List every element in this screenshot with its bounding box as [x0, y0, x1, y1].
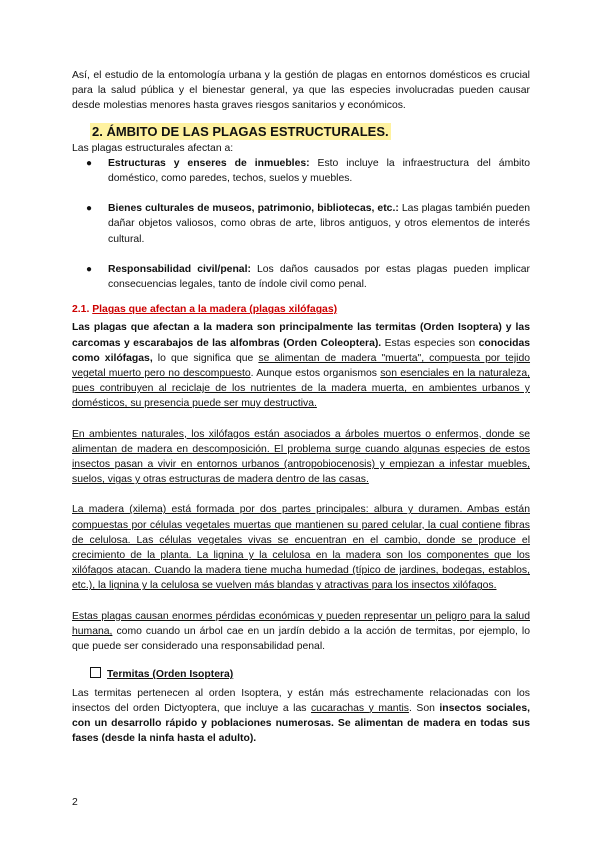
- page-number: 2: [72, 797, 78, 808]
- termitas-heading-text: Termitas (Orden Isoptera): [107, 669, 234, 681]
- section-2-heading-row: [72, 123, 530, 141]
- bullet-item: [72, 156, 530, 186]
- bullet-item: [72, 262, 530, 292]
- bold-span: insectos sociales, con un desarrollo rápido y poblaciones numerosas. Se alimentan de madera en todas sus fases (desde la ninfa hasta el adulto).: [72, 702, 530, 745]
- bold-span: Las plagas que afectan a la madera son principalmente las termitas (Orden Isoptera) y las carcomas y escarabajos de las alfombras (Orden Coleoptera).: [72, 322, 530, 349]
- bold-span: conocidas como xilófagas,: [72, 337, 531, 364]
- section-2-bullet-list: [72, 156, 530, 292]
- underlined-span: se alimentan de madera "muerta", compuesta por tejido vegetal muerto pero no descompuesto: [72, 352, 531, 380]
- xilofagas-paragraph-2: En ambientes naturales, los xilófagos están asociados a árboles muertos o enfermos, donde se alimentan de madera en descomposición. El problema surge cuando algunas especies de estos insectos pasan a vivir en entornos urbanos (antropobiocenosis) y empiezan a infestar muebles, suelos, vigas y otras estructuras de madera dentro de las casas.: [72, 428, 530, 486]
- section-2-1-number: 2.1.: [72, 304, 93, 316]
- bullet-icon: ●: [86, 203, 93, 215]
- underlined-span: son esenciales en la naturaleza, pues contribuyen al reciclaje de los nutrientes de la madera muerta, en ambientes urbanos y domésticos, su presencia puede ser muy destructiva.: [72, 368, 530, 410]
- section-2-heading: 2. ÁMBITO DE LAS PLAGAS ESTRUCTURALES.: [92, 123, 389, 139]
- bullet-bold-label: Estructuras y enseres de inmuebles:: [108, 157, 310, 169]
- xilofagas-paragraph-4: [72, 609, 530, 655]
- bullet-text: Las plagas también pueden dañar objetos valiosos, como obras de arte, libros antiguos, y otros elementos de interés cultural.: [108, 203, 530, 245]
- bullet-text: Los daños causados por estas plagas pueden implicar consecuencias legales, tanto de índole civil como penal.: [108, 263, 530, 291]
- bullet-text: Esto incluye la infraestructura del ámbito doméstico, como paredes, techos, suelos y muebles.: [108, 157, 530, 185]
- document-page: [72, 68, 530, 746]
- bullet-icon: ●: [86, 157, 93, 169]
- xilofagas-paragraph-3: La madera (xilema) está formada por dos partes principales: albura y duramen. Ambas están compuestas por células vegetales muertas que mantienen su pared celular, la cual contiene fibras de celulosa. Las células vegetales vivas se encuentran en el cambio, donde se produce el crecimiento de la planta. La lignina y la celulosa en la madera son los componentes que los xilófagos atacan. Cuando la madera tiene mucha humedad (típico de jardines, bodegas, establos, etc.), la lignina y la celulosa se vuelven más blandas y atractivas para los insectos xilófagos.: [72, 504, 530, 592]
- xilofagas-paragraph-1: [72, 320, 530, 411]
- section-2-1-title: Plagas que afectan a la madera (plagas xilófagas): [92, 304, 338, 316]
- text-span: lo que significa que: [152, 352, 259, 364]
- checkbox-square-icon: [90, 667, 101, 678]
- bullet-icon: ●: [86, 263, 93, 275]
- section-2-lead: Las plagas estructurales afectan a:: [72, 142, 234, 154]
- underlined-span: Estas plagas causan enormes pérdidas económicas y pueden representar un peligro para la salud humana,: [72, 610, 530, 637]
- text-span: Las termitas pertenecen al orden Isoptera, y están más estrechamente relacionadas con los insectos del orden Dictyoptera, que incluye a las: [72, 687, 530, 714]
- underlined-span: cucarachas y mantis: [310, 702, 409, 714]
- text-span: . Son: [408, 702, 440, 714]
- text-span: como cuando un árbol cae en un jardín debido a la acción de termitas, por ejemplo, lo que puede ser considerado una responsabilidad penal.: [72, 625, 530, 653]
- section-2-1-heading: [72, 302, 530, 317]
- text-span: Estas especies son: [381, 337, 479, 349]
- bullet-item: [72, 201, 530, 247]
- termitas-heading: [90, 667, 530, 682]
- bullet-bold-label: Responsabilidad civil/penal:: [108, 263, 251, 275]
- bullet-bold-label: Bienes culturales de museos, patrimonio, bibliotecas, etc.:: [108, 203, 399, 215]
- intro-paragraph: Así, el estudio de la entomología urbana y la gestión de plagas en entornos domésticos es crucial para la salud pública y el bienestar general, ya que las especies involucradas pueden causar desde molestias menores hasta graves riesgos sanitarios y económicos.: [72, 70, 530, 112]
- termitas-paragraph: [72, 686, 530, 747]
- text-span: . Aunque estos organismos: [250, 368, 381, 380]
